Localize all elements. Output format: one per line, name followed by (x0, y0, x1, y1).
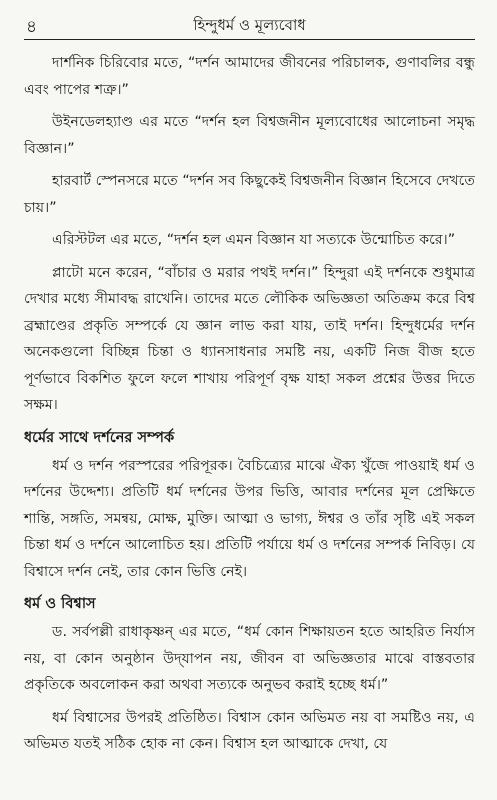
section-heading-religion-faith: ধর্ম ও বিশ্বাস (24, 595, 96, 612)
page-header (24, 12, 475, 42)
header-divider (24, 39, 475, 40)
paragraph-plato-quote: প্লাটো মনে করেন, “বাঁচার ও মরার পথই দর্শন।” হিন্দুরা এই দর্শনকে শুধুমাত্র দেখার মধ্যে সীমাবদ্ধ রাখেনি। তাদের মতে লৌকিক অভিজ্ঞতা অতিক্রম করে বিশ্ব ব্রহ্মাণ্ডের প্রকৃতি সম্পর্কে যে জ্ঞান লাভ করা যায়, তাই দর্শন। হিন্দুধর্মের দর্শন অনেকগুলো বিচ্ছিন্ন চিন্তা ও ধ্যানসাধনার সমষ্টি নয়, একটি নিজ বীজ হতে পূর্ণভাবে বিকশিত ফুলে ফলে শাখায় পরিপূর্ণ বৃক্ষ যাহা সকল প্রশ্নের উত্তর দিতে সক্ষম। (24, 264, 475, 413)
paragraph-religion-philosophy: ধর্ম ও দর্শন পরস্পরের পরিপূরক। বৈচিত্র্যের মাঝে ঐক্য খুঁজে পাওয়াই ধর্ম ও দর্শনের উদ্দেশ্য। প্রতিটি ধর্ম দর্শনের উপর ভিত্তি, আবার দর্শনের মূল প্রেক্ষিতে শান্তি, সঙ্গতি, সমন্বয়, মোক্ষ, মুক্তি। আত্মা ও ভাগ্য, ঈশ্বর ও তাঁর সৃষ্টি এই সকল চিন্তা ধর্ম ও দর্শনে আলোচিত হয়। প্রতিটি পর্যায়ে ধর্ম ও দর্শনের সম্পর্ক নিবিড়। যে বিশ্বাসে দর্শন নেই, তার কোন ভিত্তি নেই। (24, 457, 475, 580)
section-heading-religion-philosophy: ধর্মের সাথে দর্শনের সম্পর্ক (24, 428, 175, 446)
paragraph-windelband-quote: উইনডেলহ্যাণ্ড এর মতে “দর্শন হল বিশ্বজনীন মূল্যবোধের আলোচনা সমৃদ্ধ বিজ্ঞান।” (24, 114, 475, 157)
paragraph-aristotle-quote: এরিস্টটল এর মতে, “দর্শন হল এমন বিজ্ঞান যা সত্যকে উন্মোচিত করে।” (52, 232, 456, 248)
running-title: হিন্দুধর্ম ও মূল্যবোধ (193, 16, 306, 34)
paragraph-radhakrishnan-quote: ড. সর্বপল্লী রাধাকৃষ্ণন্ এর মতে, “ধর্ম কোন শিক্ষায়তন হতে আহরিত নির্যাস নয়, বা কোন অনুষ্ঠান উদ্‌যাপন নয়, জীবন বা অভিজ্ঞতার মাঝে বাস্তবতার প্রকৃতিকে অবলোকন করা অথবা সত্যকে অনুভব করাই হচ্ছে ধর্ম।” (24, 624, 475, 693)
paragraph-faith: ধর্ম বিশ্বাসের উপরই প্রতিষ্ঠিত। বিশ্বাস কোন অভিমত নয় বা সমষ্টিও নয়, এ অভিমত যতই সঠিক হোক না কেন। বিশ্বাস হল আত্মাকে দেখা, যে (24, 709, 475, 752)
page-number: ৪ (26, 17, 38, 37)
paragraph-spencer-quote: হারবার্ট স্পেনসরে মতে “দর্শন সব কিছুকেই বিশ্বজনীন বিজ্ঞান হিসেবে দেখতে চায়।” (24, 173, 475, 216)
paragraph-chiribo-quote: দার্শনিক চিরিবোর মতে, “দর্শন আমাদের জীবনের পরিচালক, গুণাবলির বন্ধু এবং পাপের শত্রু।” (24, 55, 475, 98)
page-body (24, 50, 475, 758)
